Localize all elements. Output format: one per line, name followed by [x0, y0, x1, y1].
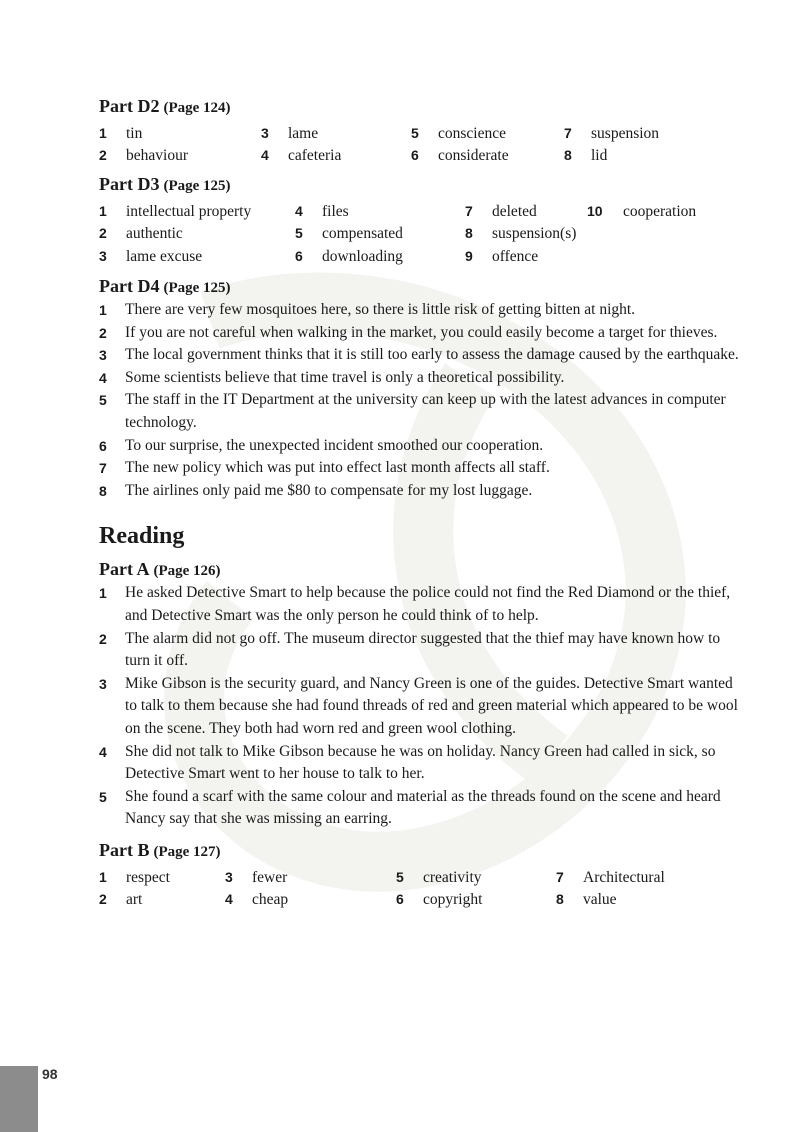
part-d4-section [99, 273, 739, 502]
part-d3-answers [99, 197, 739, 273]
answer-item: 1 respect [99, 868, 170, 886]
answer-item: 3 fewer [225, 868, 288, 886]
reading-part-a-label: Part A [99, 559, 150, 580]
part-d2-section [99, 93, 739, 171]
answer-item: 2 authentic [99, 225, 183, 242]
answer-key-content [99, 93, 739, 915]
answer-item: 2 art [99, 890, 143, 908]
answer-item: 1 tin [99, 125, 143, 142]
reading-part-b-answers [99, 863, 739, 915]
answer-item: 8 The airlines only paid me $80 to compensate for my lost luggage. [99, 481, 533, 499]
answer-item: 6 copyright [396, 890, 483, 908]
answer-item: 3 The local government thinks that it is still too early to assess the damage caused by the earthquake. [99, 346, 739, 364]
part-d4-heading [99, 273, 739, 299]
answer-item: 8 suspension(s) [465, 225, 577, 242]
answer-item: 8 lid [564, 147, 608, 164]
answer-item: 1 There are very few mosquitoes here, so there is little risk of getting bitten at night. [99, 301, 636, 318]
part-d3-label: Part D3 [99, 174, 160, 194]
reading-part-b-label: Part B [99, 839, 150, 860]
page-number: 98 [42, 1066, 58, 1082]
answer-item: 5 creativity [396, 868, 482, 886]
part-d3-heading [99, 171, 739, 197]
answer-item: 8 value [556, 890, 617, 908]
part-d3-section [99, 171, 739, 273]
answer-item: 3 lame [261, 125, 319, 142]
answer-item: 1 He asked Detective Smart to help because the police could not find the Red Diamond or the thief, and Detective Smart was the only person he could think of to help. [99, 584, 731, 624]
answer-item: 2 behaviour [99, 147, 188, 164]
answer-item: 10 cooperation [587, 203, 697, 220]
answer-item: 5 conscience [411, 125, 506, 142]
reading-part-b-heading [99, 837, 739, 863]
answer-item: 9 offence [465, 248, 539, 265]
reading-section-title: Reading [99, 523, 185, 550]
answer-item: 1 intellectual property [99, 203, 252, 220]
part-d4-answers [99, 299, 739, 502]
answer-item: 7 Architectural [556, 868, 665, 886]
part-d4-page-ref: (Page 125) [163, 280, 231, 296]
answer-item: 6 considerate [411, 147, 509, 164]
answer-item: 2 The alarm did not go off. The museum director suggested that the thief may have known how to turn it off. [99, 629, 721, 670]
answer-item: 3 lame excuse [99, 248, 203, 265]
answer-item: 7 deleted [465, 203, 537, 220]
part-d2-answers [99, 119, 739, 171]
answer-item: 4 Some scientists believe that time travel is only a theoretical possibility. [99, 368, 565, 386]
answer-item: 5 The staff in the IT Department at the university can keep up with the latest advances in computer technology. [99, 391, 726, 431]
reading-part-a-answers [99, 582, 739, 831]
answer-item: 2 If you are not careful when walking in the market, you could easily become a target for thieves. [99, 323, 718, 341]
reading-part-a-heading [99, 556, 739, 582]
answer-item: 3 Mike Gibson is the security guard, and Nancy Green is one of the guides. Detective Smart wanted to talk to them because she had found threads of red and green material which appeared to be wool on the scene. They both had worn red and green wool clothing. [99, 674, 738, 737]
answer-item: 4 cafeteria [261, 147, 342, 164]
answer-item: 4 cheap [225, 890, 289, 908]
answer-item: 4 She did not talk to Mike Gibson because he was on holiday. Nancy Green had called in sick, so Detective Smart went to her house to talk to her. [99, 742, 716, 783]
answer-item: 5 compensated [295, 225, 403, 242]
reading-part-b-section [99, 837, 739, 915]
part-d3-page-ref: (Page 125) [163, 178, 231, 194]
answer-item: 6 To our surprise, the unexpected incident smoothed our cooperation. [99, 436, 544, 454]
part-d2-page-ref: (Page 124) [163, 100, 231, 116]
answer-item: 5 She found a scarf with the same colour and material as the threads found on the scene and heard Nancy say that she was missing an earring. [99, 787, 721, 828]
answer-item: 7 suspension [564, 125, 660, 142]
page-number-tab [0, 1066, 38, 1132]
part-d2-label: Part D2 [99, 96, 160, 116]
part-d2-heading [99, 93, 739, 119]
reading-part-a-section [99, 556, 739, 831]
part-d4-label: Part D4 [99, 276, 160, 296]
reading-part-b-page-ref: (Page 127) [153, 843, 221, 860]
reading-part-a-page-ref: (Page 126) [153, 563, 221, 580]
answer-item: 6 downloading [295, 248, 403, 265]
answer-item: 4 files [295, 203, 349, 220]
answer-item: 7 The new policy which was put into effect last month affects all staff. [99, 459, 550, 477]
